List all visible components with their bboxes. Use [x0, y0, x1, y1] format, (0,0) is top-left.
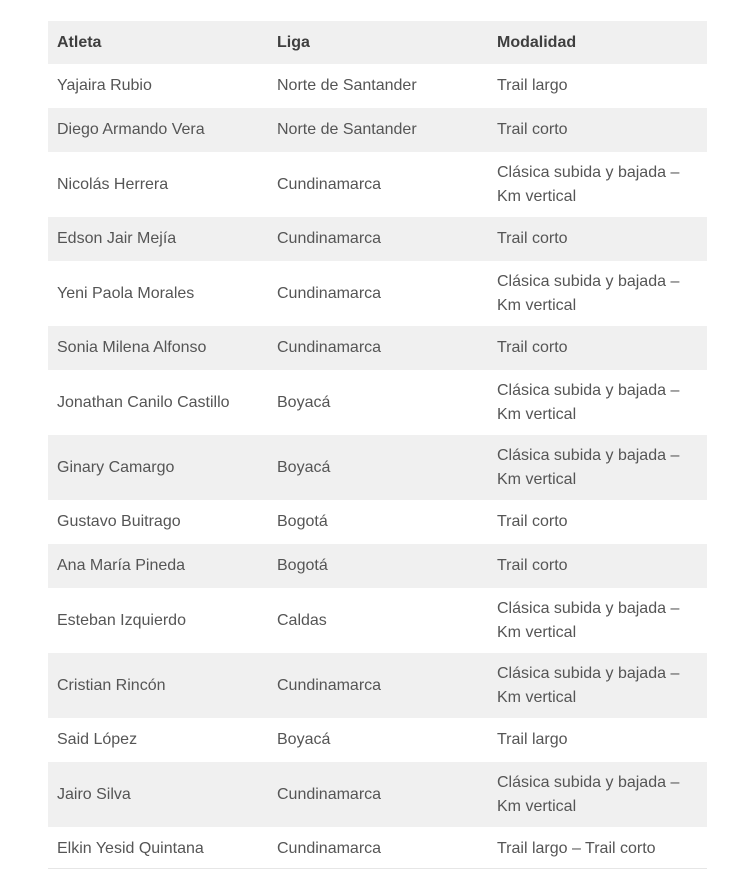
cell-liga: Caldas: [277, 612, 327, 629]
cell-liga: Cundinamarca: [277, 285, 382, 302]
table-row: [48, 435, 707, 500]
cell-atleta: Jonathan Canilo Castillo: [57, 394, 230, 411]
table-row: [48, 152, 707, 217]
table-row: [48, 500, 707, 544]
header-liga: Liga: [277, 34, 310, 51]
cell-liga: Cundinamarca: [277, 230, 382, 247]
header-atleta: Atleta: [57, 34, 102, 51]
cell-liga: Cundinamarca: [277, 840, 382, 857]
cell-modalidad: Trail largo: [497, 731, 568, 748]
header-row: [48, 21, 707, 64]
cell-liga: Cundinamarca: [277, 176, 382, 193]
table-row: [48, 718, 707, 762]
table-row: [48, 762, 707, 827]
cell-liga: Norte de Santander: [277, 121, 417, 138]
cell-modalidad: Clásica subida y bajada – Km vertical: [497, 665, 680, 706]
cell-liga: Cundinamarca: [277, 339, 382, 356]
cell-modalidad: Clásica subida y bajada – Km vertical: [497, 600, 680, 641]
cell-liga: Boyacá: [277, 731, 331, 748]
cell-atleta: Elkin Yesid Quintana: [57, 840, 204, 857]
cell-liga: Boyacá: [277, 394, 331, 411]
cell-atleta: Yajaira Rubio: [57, 77, 152, 94]
cell-atleta: Esteban Izquierdo: [57, 612, 186, 629]
header-modalidad: Modalidad: [497, 34, 577, 51]
cell-modalidad: Clásica subida y bajada – Km vertical: [497, 382, 680, 423]
table-row: [48, 217, 707, 261]
table-row: [48, 108, 707, 152]
cell-modalidad: Clásica subida y bajada – Km vertical: [497, 774, 680, 815]
cell-liga: Norte de Santander: [277, 77, 417, 94]
table-body: [48, 64, 707, 871]
table-row: [48, 64, 707, 108]
athletes-table-container: [48, 21, 707, 871]
cell-modalidad: Clásica subida y bajada – Km vertical: [497, 164, 680, 205]
athletes-table: [48, 21, 707, 871]
table-row: [48, 588, 707, 653]
cell-atleta: Ginary Camargo: [57, 459, 175, 476]
cell-modalidad: Trail corto: [497, 121, 568, 138]
cell-atleta: Cristian Rincón: [57, 677, 166, 694]
cell-atleta: Nicolás Herrera: [57, 176, 169, 193]
cell-liga: Bogotá: [277, 557, 328, 574]
table-row: [48, 653, 707, 718]
table-row: [48, 326, 707, 370]
cell-modalidad: Clásica subida y bajada – Km vertical: [497, 447, 680, 488]
cell-atleta: Sonia Milena Alfonso: [57, 339, 207, 356]
cell-liga: Cundinamarca: [277, 786, 382, 803]
table-header: [48, 21, 707, 64]
table-row: [48, 827, 707, 871]
cell-modalidad: Trail corto: [497, 513, 568, 530]
cell-atleta: Gustavo Buitrago: [57, 513, 181, 530]
table-bottom-divider: [48, 868, 707, 869]
cell-atleta: Jairo Silva: [57, 786, 131, 803]
cell-liga: Bogotá: [277, 513, 328, 530]
cell-modalidad: Trail corto: [497, 557, 568, 574]
cell-atleta: Ana María Pineda: [57, 557, 186, 574]
cell-atleta: Said López: [57, 731, 138, 748]
cell-modalidad: Trail largo – Trail corto: [497, 840, 656, 857]
cell-atleta: Diego Armando Vera: [57, 121, 205, 138]
cell-atleta: Yeni Paola Morales: [57, 285, 195, 302]
cell-modalidad: Trail largo: [497, 77, 568, 94]
cell-atleta: Edson Jair Mejía: [57, 230, 177, 247]
cell-liga: Boyacá: [277, 459, 331, 476]
table-row: [48, 544, 707, 588]
cell-modalidad: Clásica subida y bajada – Km vertical: [497, 273, 680, 314]
table-row: [48, 261, 707, 326]
cell-modalidad: Trail corto: [497, 230, 568, 247]
cell-modalidad: Trail corto: [497, 339, 568, 356]
cell-liga: Cundinamarca: [277, 677, 382, 694]
table-row: [48, 370, 707, 435]
